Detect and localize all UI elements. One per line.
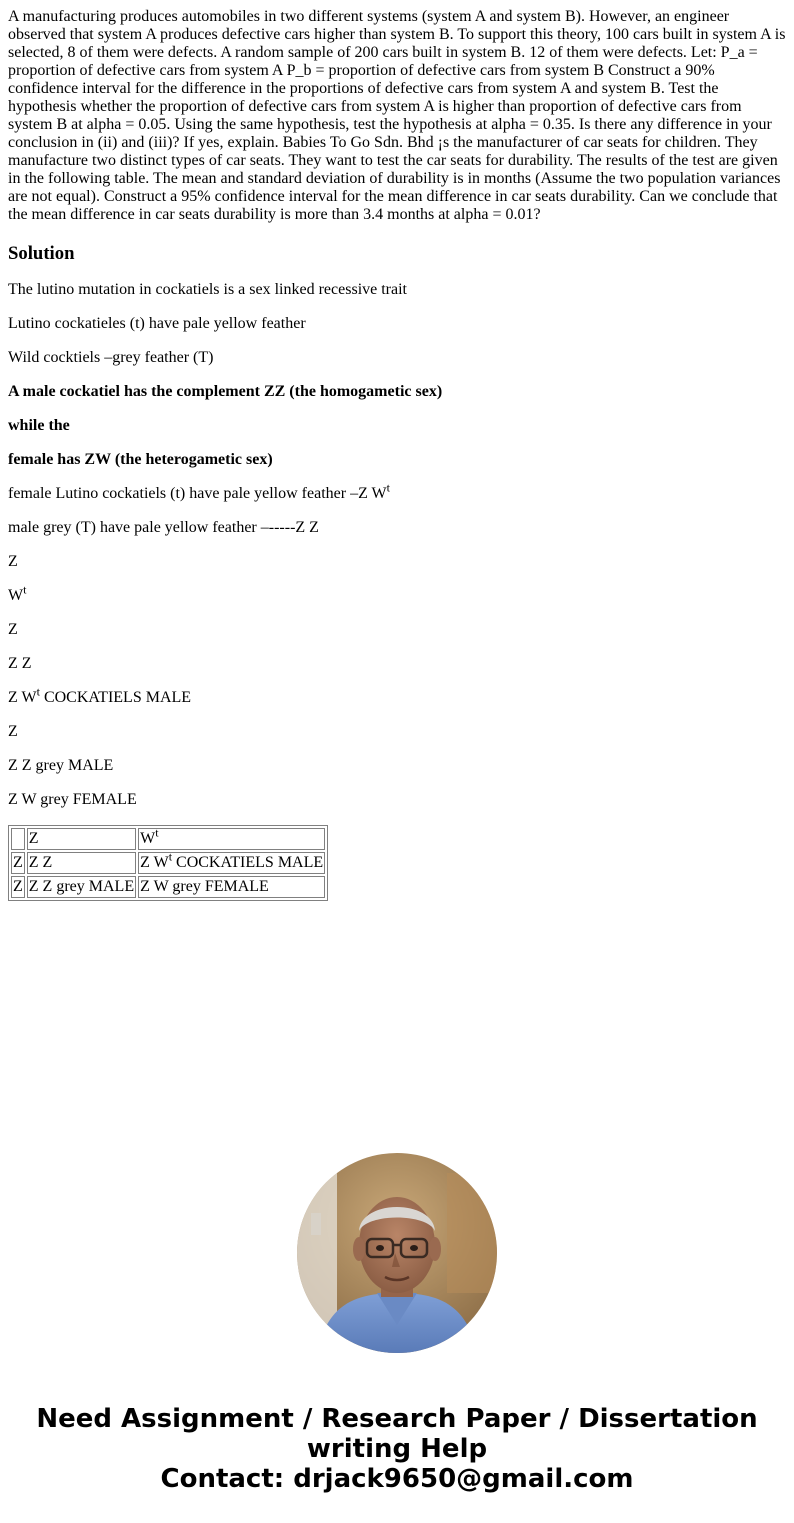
col2-text: W [140,830,156,847]
table-row [11,852,325,874]
bold-text-male-complement: A male cockatiel has the complement ZZ (the homogametic sex) [8,383,443,400]
w-allele-text: W [8,587,24,604]
avatar-photo [297,1153,497,1353]
zw-text: Z W [8,689,37,706]
solution-heading: Solution [8,243,75,264]
cockatiels-male-text: COCKATIELS MALE [39,689,192,706]
table-row [11,876,325,898]
superscript-t: t [36,684,40,699]
solution-line-10 [8,582,788,605]
solution-line-2: Lutino cockatieles (t) have pale yellow feather [8,315,306,332]
table-row-head: Z [11,852,25,874]
solution-line-15: Z Z grey MALE [8,757,114,774]
superscript-t: t [168,849,173,864]
superscript-t: t [155,825,159,840]
solution-line-7 [8,480,788,503]
table-cell: Z Z [27,852,136,874]
female-lutino-text: female Lutino cockatiels (t) have pale yellow feather –Z W [8,485,387,502]
solution-line-12: Z Z [8,655,32,672]
superscript-t: t [23,582,27,597]
solution-line-11: Z [8,621,18,638]
solution-line-6 [8,451,788,469]
footer-banner [0,1404,794,1494]
table-cell: Z Z grey MALE [27,876,136,898]
table-cell-corner [11,828,25,850]
table-cell: Z W grey FEMALE [138,876,325,898]
table-header-col2 [138,825,325,850]
solution-line-4 [8,383,788,401]
solution-line-9: Z [8,553,18,570]
footer-contact: Contact: drjack9650@gmail.com [160,1464,634,1494]
solution-line-13 [8,684,788,707]
question-text: A manufacturing produces automobiles in two different systems (system A and system B). However, an engineer observed that system A produces defective cars higher than system B. To support this theory, 100 cars built in system A is selected, 8 of them were defects. A random sample of 200 cars built in system B. 12 of them were defects. Let: P_a = proportion of defective cars from system A P_b = proportion of defective cars from system B Construct a 90% confidence interval for the difference in the proportions of defective cars from system A and system B. Test the hypothesis whether the proportion of defective cars from system A is higher than proportion of defective cars from system B at alpha = 0.05. Using the same hypothesis, test the hypothesis at alpha = 0.35. Is there any difference in your conclusion in (ii) and (iii)? If yes, explain. Babies To Go Sdn. Bhd ¡s the manufacturer of car seats for children. They manufacture two distinct types of car seats. They want to test the car seats for durability. The results of the test are given in the following table. The mean and standard deviation of durability is in months (Assume the two population variances are not equal). Construct a 95% confidence interval for the mean difference in car seats durability. Can we conclude that the mean difference in car seats durability is more than 3.4 months at alpha = 0.01? [8,8,786,223]
table-row [11,828,325,850]
table-header-col1: Z [27,828,136,850]
footer-line-2: writing Help [306,1434,488,1464]
document-content [8,8,788,901]
table-cell [138,849,325,874]
punnett-square-table [8,825,328,901]
footer-line-1: Need Assignment / Research Paper / Dissertation [36,1404,758,1434]
solution-line-1: The lutino mutation in cockatiels is a sex linked recessive trait [8,281,407,298]
avatar [297,1153,497,1353]
table-row-head: Z [11,876,25,898]
superscript-t: t [386,480,390,495]
solution-line-14: Z [8,723,18,740]
solution-line-3: Wild cocktiels –grey feather (T) [8,349,214,366]
bold-text-while: while the [8,417,70,434]
solution-line-16: Z W grey FEMALE [8,791,137,808]
cell-text: Z W [140,854,169,871]
bold-text-female-complement: female has ZW (the heterogametic sex) [8,451,273,468]
solution-line-8: male grey (T) have pale yellow feather –-----Z Z [8,519,319,536]
solution-line-5 [8,417,788,435]
cell-text: COCKATIELS MALE [172,854,324,871]
